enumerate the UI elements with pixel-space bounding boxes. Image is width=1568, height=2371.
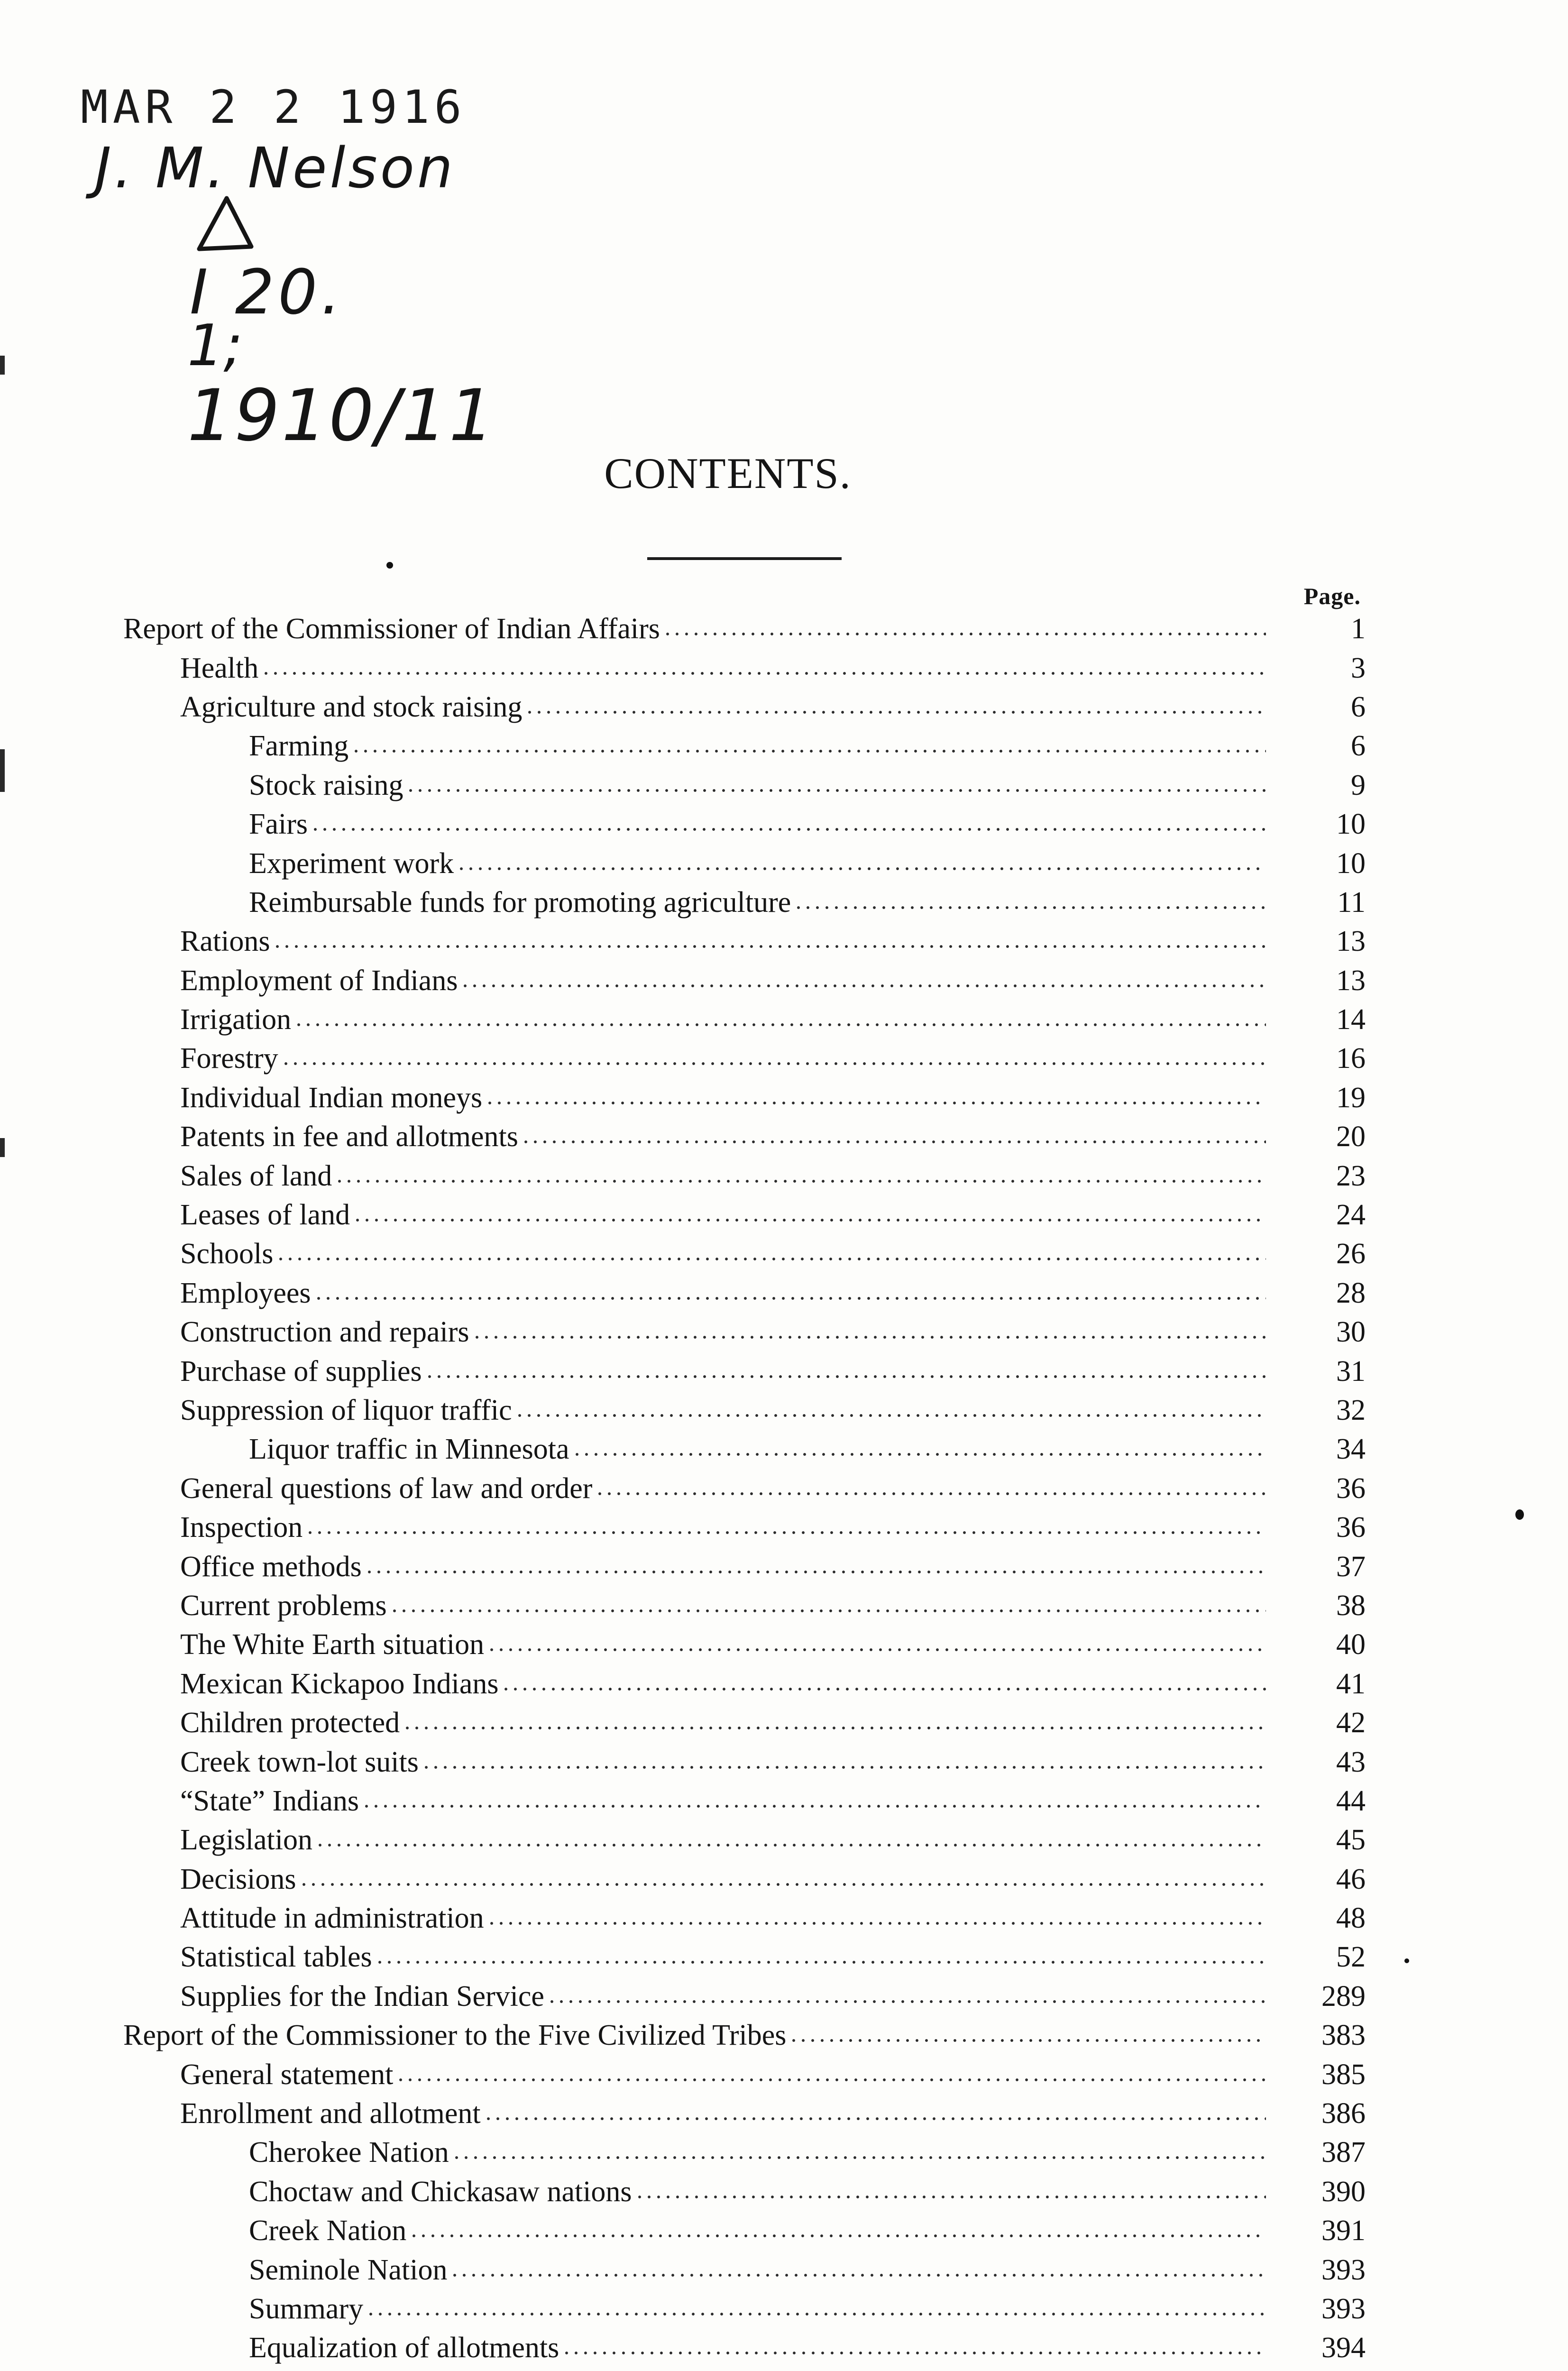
toc-entry-title: Patents in fee and allotments (180, 1121, 518, 1153)
scan-edge-mark (0, 356, 5, 375)
toc-entry-page: 32 (1336, 1394, 1366, 1426)
table-of-contents (114, 609, 1366, 2368)
toc-entry (114, 1860, 1366, 1899)
toc-entry-page: 24 (1336, 1199, 1366, 1231)
toc-entry (114, 844, 1366, 882)
dot-leader (375, 1961, 1266, 1964)
dot-leader (261, 672, 1266, 675)
dot-leader (425, 1375, 1266, 1378)
toc-entry (114, 1586, 1366, 1625)
toc-entry-page: 6 (1351, 690, 1366, 723)
toc-entry-title: Farming (249, 730, 349, 763)
toc-entry-title: Individual Indian moneys (180, 1081, 483, 1114)
toc-entry-page: 393 (1321, 2253, 1366, 2286)
dot-leader (487, 1648, 1266, 1651)
page-column-label: Page. (1303, 583, 1361, 609)
toc-entry (114, 1430, 1366, 1469)
toc-entry-title: Summary (249, 2292, 364, 2325)
toc-entry-page: 10 (1336, 847, 1366, 880)
scan-edge-mark (0, 1138, 5, 1157)
toc-entry (114, 2328, 1366, 2367)
toc-entry-page: 391 (1321, 2215, 1366, 2247)
toc-entry-page: 393 (1321, 2292, 1366, 2325)
toc-entry (114, 1899, 1366, 1938)
toc-entry (114, 1039, 1366, 1078)
toc-entry-title: Equalization of allotments (249, 2332, 559, 2364)
toc-entry (114, 609, 1366, 648)
toc-entry (114, 726, 1366, 765)
toc-entry-page: 14 (1336, 1003, 1366, 1036)
toc-entry-title: Forestry (180, 1042, 278, 1075)
toc-entry-title: Health (180, 652, 259, 684)
ink-speck (386, 562, 393, 569)
toc-entry (114, 1391, 1366, 1430)
toc-entry (114, 1313, 1366, 1351)
toc-entry-page: 34 (1336, 1433, 1366, 1466)
toc-entry-page: 40 (1336, 1628, 1366, 1661)
toc-entry (114, 2211, 1366, 2250)
page-title: CONTENTS. (604, 449, 852, 497)
dot-leader (311, 828, 1266, 831)
toc-entry-page: 11 (1337, 886, 1366, 919)
dot-leader (366, 2313, 1266, 2316)
toc-entry-page: 394 (1321, 2332, 1366, 2364)
toc-entry-page: 42 (1336, 1707, 1366, 1739)
toc-entry (114, 2094, 1366, 2133)
toc-entry-title: Current problems (180, 1589, 387, 1622)
dot-leader (452, 2156, 1266, 2159)
dot-leader (635, 2196, 1266, 2198)
toc-entry-title: Supplies for the Indian Service (180, 1980, 544, 2013)
toc-entry-page: 31 (1336, 1355, 1366, 1388)
dot-leader (472, 1336, 1266, 1339)
toc-entry-page: 23 (1336, 1159, 1366, 1192)
toc-entry (114, 961, 1366, 1000)
toc-entry-page: 386 (1321, 2097, 1366, 2130)
dot-leader (396, 2078, 1266, 2081)
toc-entry (114, 883, 1366, 922)
toc-entry-page: 30 (1336, 1316, 1366, 1349)
dot-leader (276, 1258, 1266, 1260)
toc-entry (114, 2289, 1366, 2328)
toc-entry (114, 1938, 1366, 1976)
toc-entry (114, 688, 1366, 726)
toc-entry (114, 1977, 1366, 2016)
toc-entry-page: 385 (1321, 2058, 1366, 2091)
toc-entry-page: 36 (1336, 1472, 1366, 1505)
toc-entry-title: Statistical tables (180, 1941, 372, 1974)
toc-entry-page: 37 (1336, 1550, 1366, 1583)
toc-entry-title: Report of the Commissioner to the Five Civilized Tribes (123, 2019, 787, 2052)
toc-entry-title: Schools (180, 1238, 274, 1270)
scan-edge-mark (0, 749, 5, 792)
toc-entry-page: 46 (1336, 1863, 1366, 1895)
toc-entry-title: Children protected (180, 1707, 400, 1739)
toc-entry (114, 1508, 1366, 1547)
handwritten-name: J. M. Nelson (95, 135, 456, 201)
toc-entry (114, 2016, 1366, 2055)
toc-entry (114, 1742, 1366, 1781)
toc-entry-title: Purchase of supplies (180, 1355, 422, 1388)
toc-entry-page: 36 (1336, 1511, 1366, 1544)
dot-leader (406, 789, 1266, 792)
toc-entry (114, 766, 1366, 805)
dot-leader (515, 1414, 1266, 1417)
title-rule (647, 557, 842, 560)
toc-entry-title: Reimbursable funds for promoting agriculture (249, 886, 791, 919)
toc-entry-title: Choctaw and Chickasaw nations (249, 2175, 632, 2208)
dot-leader (521, 1140, 1266, 1143)
toc-entry-page: 9 (1351, 769, 1366, 801)
toc-entry-title: Liquor traffic in Minnesota (249, 1433, 569, 1466)
toc-entry-page: 13 (1336, 925, 1366, 958)
dot-leader (484, 2117, 1266, 2120)
toc-entry-page: 43 (1336, 1746, 1366, 1778)
toc-entry (114, 2055, 1366, 2094)
toc-entry-title: Report of the Commissioner of Indian Affairs (123, 613, 660, 645)
dot-leader (314, 1297, 1266, 1300)
toc-entry-page: 52 (1336, 1941, 1366, 1974)
toc-entry-title: Attitude in administration (180, 1902, 484, 1935)
toc-entry-page: 383 (1321, 2019, 1366, 2052)
toc-entry-title: Cherokee Nation (249, 2136, 449, 2169)
toc-entry (114, 1078, 1366, 1117)
dot-leader (595, 1492, 1266, 1495)
dot-leader (305, 1531, 1266, 1534)
dot-leader (422, 1766, 1266, 1769)
dot-leader (299, 1883, 1266, 1886)
toc-entry-page: 6 (1351, 730, 1366, 763)
handwritten-annotations (0, 0, 496, 498)
toc-entry-page: 38 (1336, 1589, 1366, 1622)
dot-leader (794, 906, 1266, 909)
handwritten-year: 1910/11 (187, 375, 496, 457)
dot-leader (365, 1571, 1266, 1573)
dot-leader (547, 2000, 1266, 2003)
toc-entry-page: 48 (1336, 1902, 1366, 1935)
toc-entry-page: 16 (1336, 1042, 1366, 1075)
toc-entry-title: Decisions (180, 1863, 296, 1895)
toc-entry-title: Inspection (180, 1511, 303, 1544)
toc-entry-page: 45 (1336, 1824, 1366, 1856)
toc-entry-title: Employment of Indians (180, 964, 458, 997)
toc-entry (114, 1000, 1366, 1039)
dot-leader (353, 1219, 1266, 1222)
toc-entry-page: 44 (1336, 1784, 1366, 1817)
received-date-stamp: MAR 2 2 1916 (81, 81, 467, 134)
toc-entry-title: The White Earth situation (180, 1628, 485, 1661)
toc-entry-page: 10 (1336, 808, 1366, 841)
toc-entry (114, 1703, 1366, 1742)
toc-entry (114, 2133, 1366, 2172)
dot-leader (450, 2274, 1266, 2277)
dot-leader (525, 711, 1266, 714)
dot-leader (335, 1180, 1266, 1183)
toc-entry-page: 41 (1336, 1667, 1366, 1700)
toc-entry (114, 1625, 1366, 1664)
handwritten-volume: 1; (187, 313, 243, 379)
toc-entry-page: 3 (1351, 652, 1366, 684)
toc-entry-title: “State” Indians (180, 1784, 359, 1817)
toc-entry-title: Creek town-lot suits (180, 1746, 419, 1778)
dot-leader (663, 633, 1266, 635)
toc-entry-title: Construction and repairs (180, 1316, 469, 1349)
toc-entry-page: 387 (1321, 2136, 1366, 2169)
toc-entry-page: 28 (1336, 1277, 1366, 1309)
toc-entry (114, 1664, 1366, 1703)
dot-leader (485, 1102, 1266, 1104)
toc-entry-title: Creek Nation (249, 2215, 407, 2247)
toc-entry-page: 19 (1336, 1081, 1366, 1114)
toc-entry-title: Sales of land (180, 1159, 332, 1192)
dot-leader (390, 1609, 1266, 1612)
dot-leader (501, 1688, 1266, 1691)
toc-entry (114, 1782, 1366, 1820)
dot-leader (562, 2352, 1266, 2354)
toc-entry-title: General questions of law and order (180, 1472, 593, 1505)
toc-entry-title: Office methods (180, 1550, 362, 1583)
dot-leader (351, 750, 1266, 753)
dot-leader (789, 2039, 1266, 2042)
toc-entry-title: Legislation (180, 1824, 312, 1856)
toc-entry-title: Irrigation (180, 1003, 292, 1036)
toc-entry (114, 1469, 1366, 1508)
toc-entry-page: 289 (1321, 1980, 1366, 2013)
toc-entry-page: 20 (1336, 1121, 1366, 1153)
toc-entry-page: 13 (1336, 964, 1366, 997)
toc-entry-title: Suppression of liquor traffic (180, 1394, 512, 1426)
dot-leader (281, 1062, 1266, 1065)
toc-entry (114, 805, 1366, 844)
toc-entry (114, 1234, 1366, 1273)
dot-leader (460, 984, 1266, 987)
dot-leader (273, 945, 1266, 948)
toc-entry-title: Mexican Kickapoo Indians (180, 1667, 499, 1700)
toc-entry (114, 1351, 1366, 1390)
toc-entry-title: Fairs (249, 808, 308, 841)
toc-entry-title: Employees (180, 1277, 311, 1309)
toc-entry-page: 1 (1351, 613, 1366, 645)
toc-entry (114, 1195, 1366, 1234)
toc-entry-title: Enrollment and allotment (180, 2097, 481, 2130)
toc-entry-title: Seminole Nation (249, 2253, 448, 2286)
handwritten-class-number: I 20. (190, 256, 345, 328)
toc-entry-page: 26 (1336, 1238, 1366, 1270)
dot-leader (294, 1023, 1266, 1026)
toc-entry (114, 2172, 1366, 2211)
toc-entry (114, 2250, 1366, 2289)
dot-leader (362, 1805, 1266, 1808)
toc-entry (114, 1117, 1366, 1156)
toc-entry (114, 1274, 1366, 1313)
dot-leader (403, 1727, 1266, 1729)
toc-entry-page: 390 (1321, 2175, 1366, 2208)
dot-leader (457, 867, 1266, 870)
toc-entry-title: General statement (180, 2058, 394, 2091)
toc-entry (114, 1820, 1366, 1859)
toc-entry-title: Stock raising (249, 769, 403, 801)
toc-entry-title: Rations (180, 925, 270, 958)
dot-leader (487, 1922, 1266, 1925)
ink-speck (1515, 1509, 1524, 1520)
dot-leader (315, 1844, 1266, 1847)
toc-entry-title: Agriculture and stock raising (180, 690, 523, 723)
handwritten-delta-symbol (190, 190, 261, 256)
toc-entry (114, 1547, 1366, 1586)
toc-entry-title: Leases of land (180, 1199, 350, 1231)
toc-entry (114, 922, 1366, 961)
toc-entry (114, 1156, 1366, 1195)
toc-entry (114, 648, 1366, 687)
dot-leader (572, 1453, 1266, 1456)
dot-leader (409, 2234, 1266, 2237)
toc-entry-title: Experiment work (249, 847, 454, 880)
ink-speck (1404, 1958, 1409, 1963)
